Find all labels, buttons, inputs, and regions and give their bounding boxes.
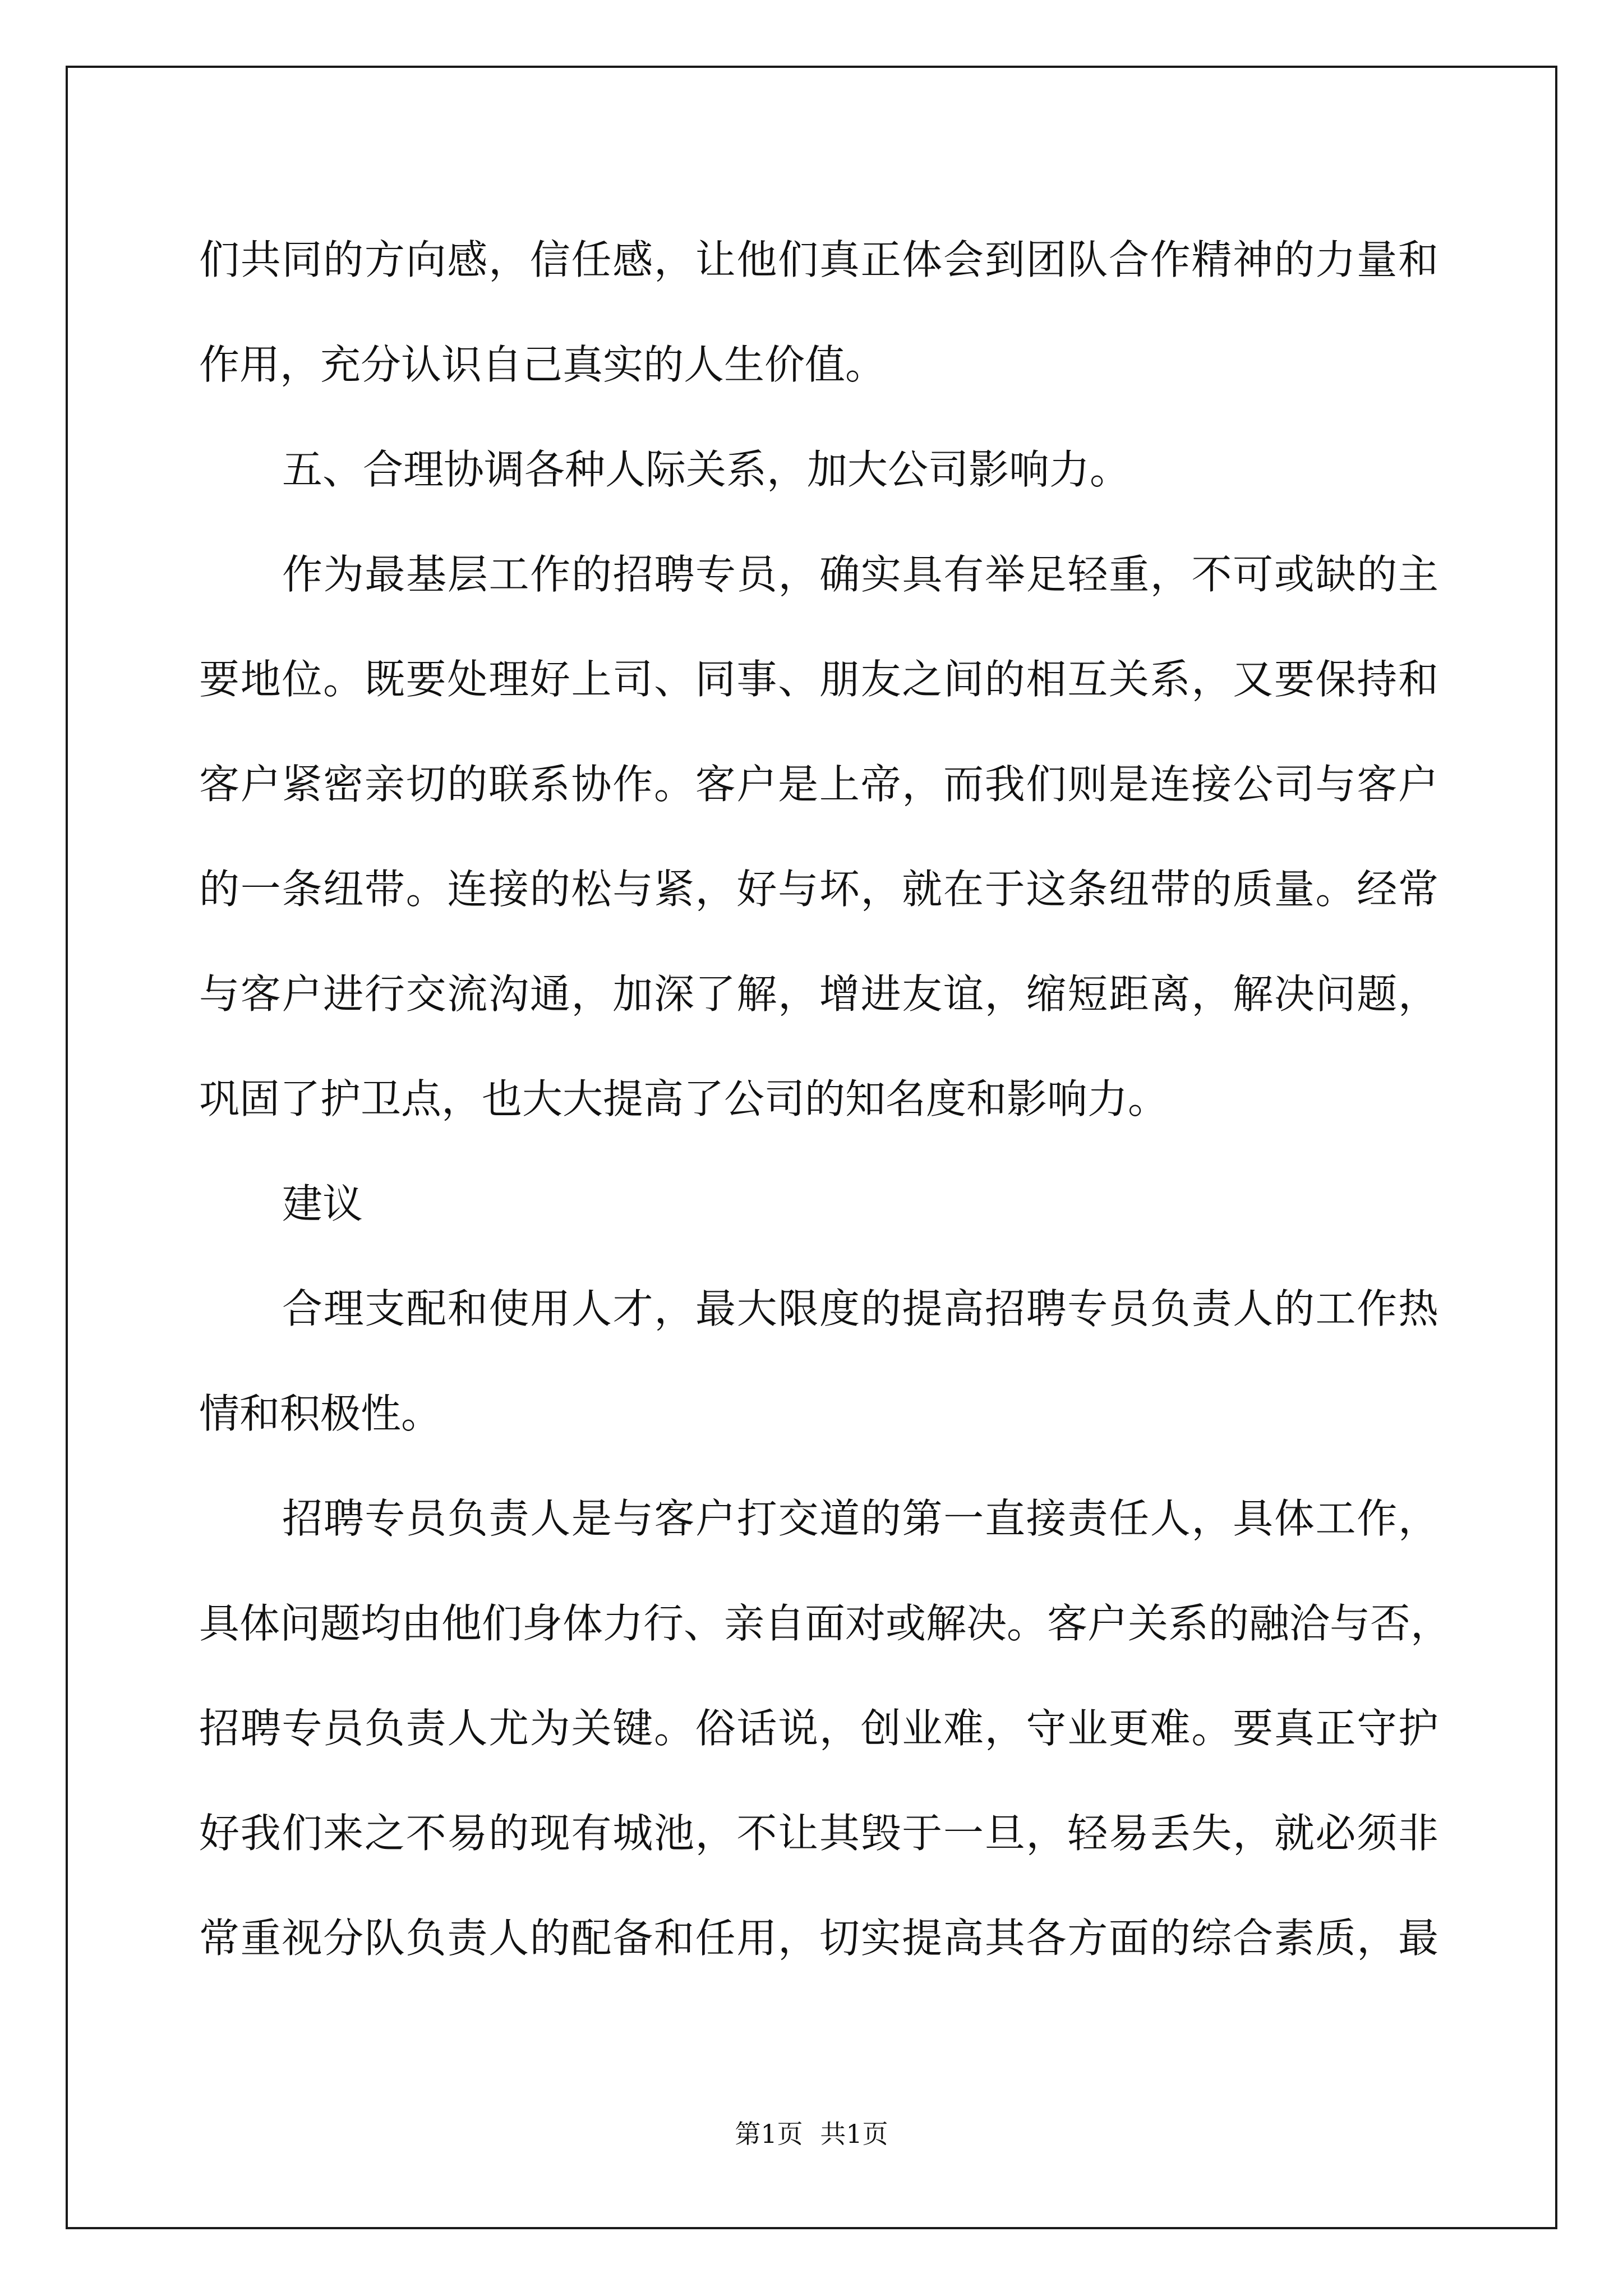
body-line: 招聘专员负责人尤为关键。俗话说，创业难，守业更难。要真正守护 (199, 1705, 1438, 1752)
body-line: 作用，充分认识自己真实的人生价值。 (199, 341, 886, 388)
body-line: 作为最基层工作的招聘专员，确实具有举足轻重，不可或缺的主 (282, 551, 1438, 598)
body-line: 招聘专员负责人是与客户打交道的第一直接责任人，具体工作， (282, 1495, 1438, 1542)
body-line: 与客户进行交流沟通，加深了解，增进友谊，缩短距离，解决问题， (199, 970, 1438, 1018)
body-line: 的一条纽带。连接的松与紧，好与坏，就在于这条纽带的质量。经常 (199, 866, 1438, 913)
document-body (199, 208, 1451, 1991)
section-heading: 建议 (282, 1180, 363, 1227)
body-line: 巩固了护卫点，也大大提高了公司的知名度和影响力。 (199, 1075, 1169, 1122)
body-line: 客户紧密亲切的联系协作。客户是上帝，而我们则是连接公司与客户 (199, 761, 1438, 808)
body-line: 合理支配和使用人才，最大限度的提高招聘专员负责人的工作热 (282, 1285, 1438, 1332)
page-total: 共1页 (820, 2119, 888, 2149)
body-line: 要地位。既要处理好上司、同事、朋友之间的相互关系，又要保持和 (199, 656, 1438, 703)
body-line: 情和积极性。 (199, 1390, 442, 1437)
page-number: 第1页 (735, 2119, 803, 2149)
body-line: 常重视分队负责人的配备和任用，切实提高其各方面的综合素质，最 (199, 1915, 1438, 1962)
body-line: 具体问题均由他们身体力行、亲自面对或解决。客户关系的融洽与否， (199, 1600, 1451, 1647)
section-heading: 五、合理协调各种人际关系，加大公司影响力。 (282, 446, 1131, 493)
body-line: 好我们来之不易的现有城池，不让其毁于一旦，轻易丢失，就必须非 (199, 1810, 1438, 1857)
page-footer (0, 2114, 1623, 2151)
body-line: 们共同的方向感，信任感，让他们真正体会到团队合作精神的力量和 (199, 236, 1438, 283)
